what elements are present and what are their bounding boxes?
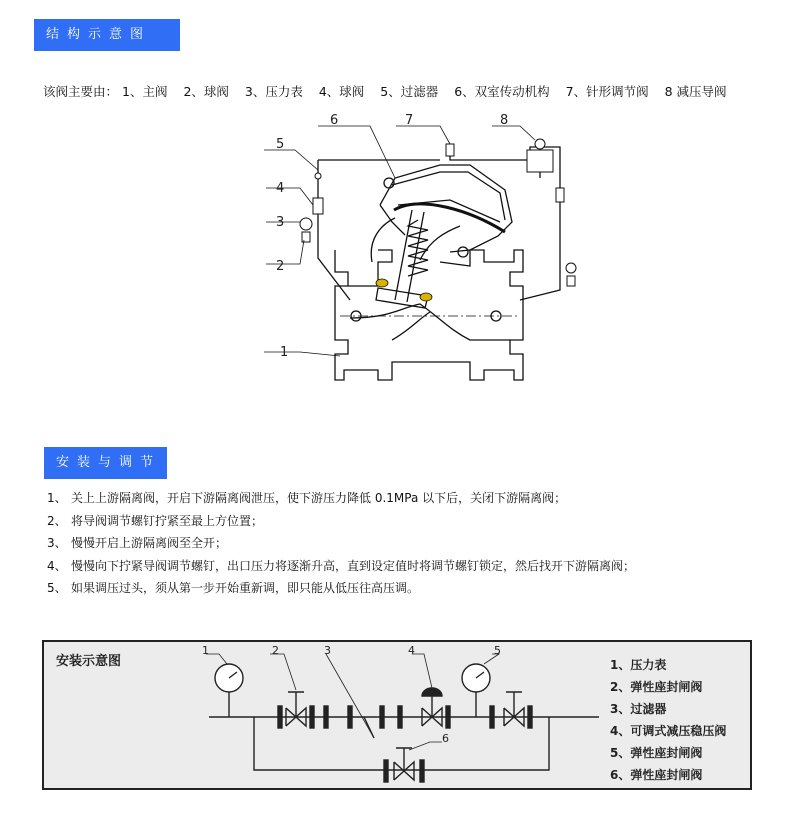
composition-item: 2、球阀 bbox=[183, 84, 229, 99]
legend-item: 3、过滤器 bbox=[610, 702, 667, 716]
install-number-2: 2 bbox=[272, 644, 279, 657]
legend-item: 1、压力表 bbox=[610, 658, 667, 672]
composition-intro: 该阀主要由： bbox=[43, 84, 119, 99]
installation-diagram bbox=[42, 640, 752, 790]
step-item: 2、 将导阀调节螺钉拧紧至最上方位置； bbox=[47, 513, 264, 528]
install-number-6: 6 bbox=[442, 732, 449, 745]
diagram-label-2: 2 bbox=[276, 259, 285, 274]
composition-item: 7、针形调节阀 bbox=[565, 84, 649, 99]
diagram-label-7: 7 bbox=[405, 113, 414, 128]
composition-item: 5、过滤器 bbox=[380, 84, 439, 99]
valve-structure-diagram bbox=[240, 102, 580, 392]
step-item: 5、 如果调压过头，须从第一步开始重新调，即只能从低压往高压调。 bbox=[47, 581, 420, 595]
diagram-label-8: 8 bbox=[500, 113, 509, 128]
adjustment-steps bbox=[47, 487, 635, 600]
section-header-installation: 安装与调节 bbox=[44, 447, 167, 479]
legend-item: 4、可调式减压稳压阀 bbox=[610, 724, 727, 738]
composition-item: 1、主阀 bbox=[122, 84, 168, 99]
step-item: 3、 慢慢开启上游隔离阀至全开； bbox=[47, 536, 228, 550]
composition-item: 8 减压导阀 bbox=[664, 84, 727, 99]
composition-item: 4、球阀 bbox=[318, 84, 365, 99]
install-legend bbox=[610, 654, 726, 786]
composition-item: 3、压力表 bbox=[244, 84, 303, 99]
diagram-label-5: 5 bbox=[276, 137, 285, 152]
legend-item: 6、弹性座封闸阀 bbox=[610, 768, 703, 782]
legend-item: 2、弹性座封闸阀 bbox=[610, 680, 703, 694]
install-number-1: 1 bbox=[202, 644, 209, 657]
section-header-structure: 结构示意图 bbox=[34, 19, 180, 51]
install-number-5: 5 bbox=[494, 644, 501, 657]
install-number-3: 3 bbox=[324, 644, 331, 657]
legend-item: 5、弹性座封闸阀 bbox=[610, 746, 703, 760]
install-title: 安装示意图 bbox=[56, 654, 122, 669]
step-item: 1、 关上上游隔离阀，开启下游隔离阀泄压，使下游压力降低 0.1MPa 以下后，关闭下游隔离阀； bbox=[47, 491, 567, 505]
composition-item: 6、双室传动机构 bbox=[454, 84, 550, 99]
diagram-label-4: 4 bbox=[276, 181, 285, 196]
install-number-4: 4 bbox=[408, 644, 415, 657]
diagram-label-6: 6 bbox=[330, 113, 339, 128]
diagram-label-3: 3 bbox=[276, 215, 285, 230]
diagram-label-1: 1 bbox=[280, 345, 289, 360]
composition-list bbox=[43, 82, 793, 100]
step-item: 4、 慢慢向下拧紧导阀调节螺钉，出口压力将逐渐升高，直到设定值时将调节螺钉锁定，然后找开下游隔离阀； bbox=[47, 558, 636, 573]
